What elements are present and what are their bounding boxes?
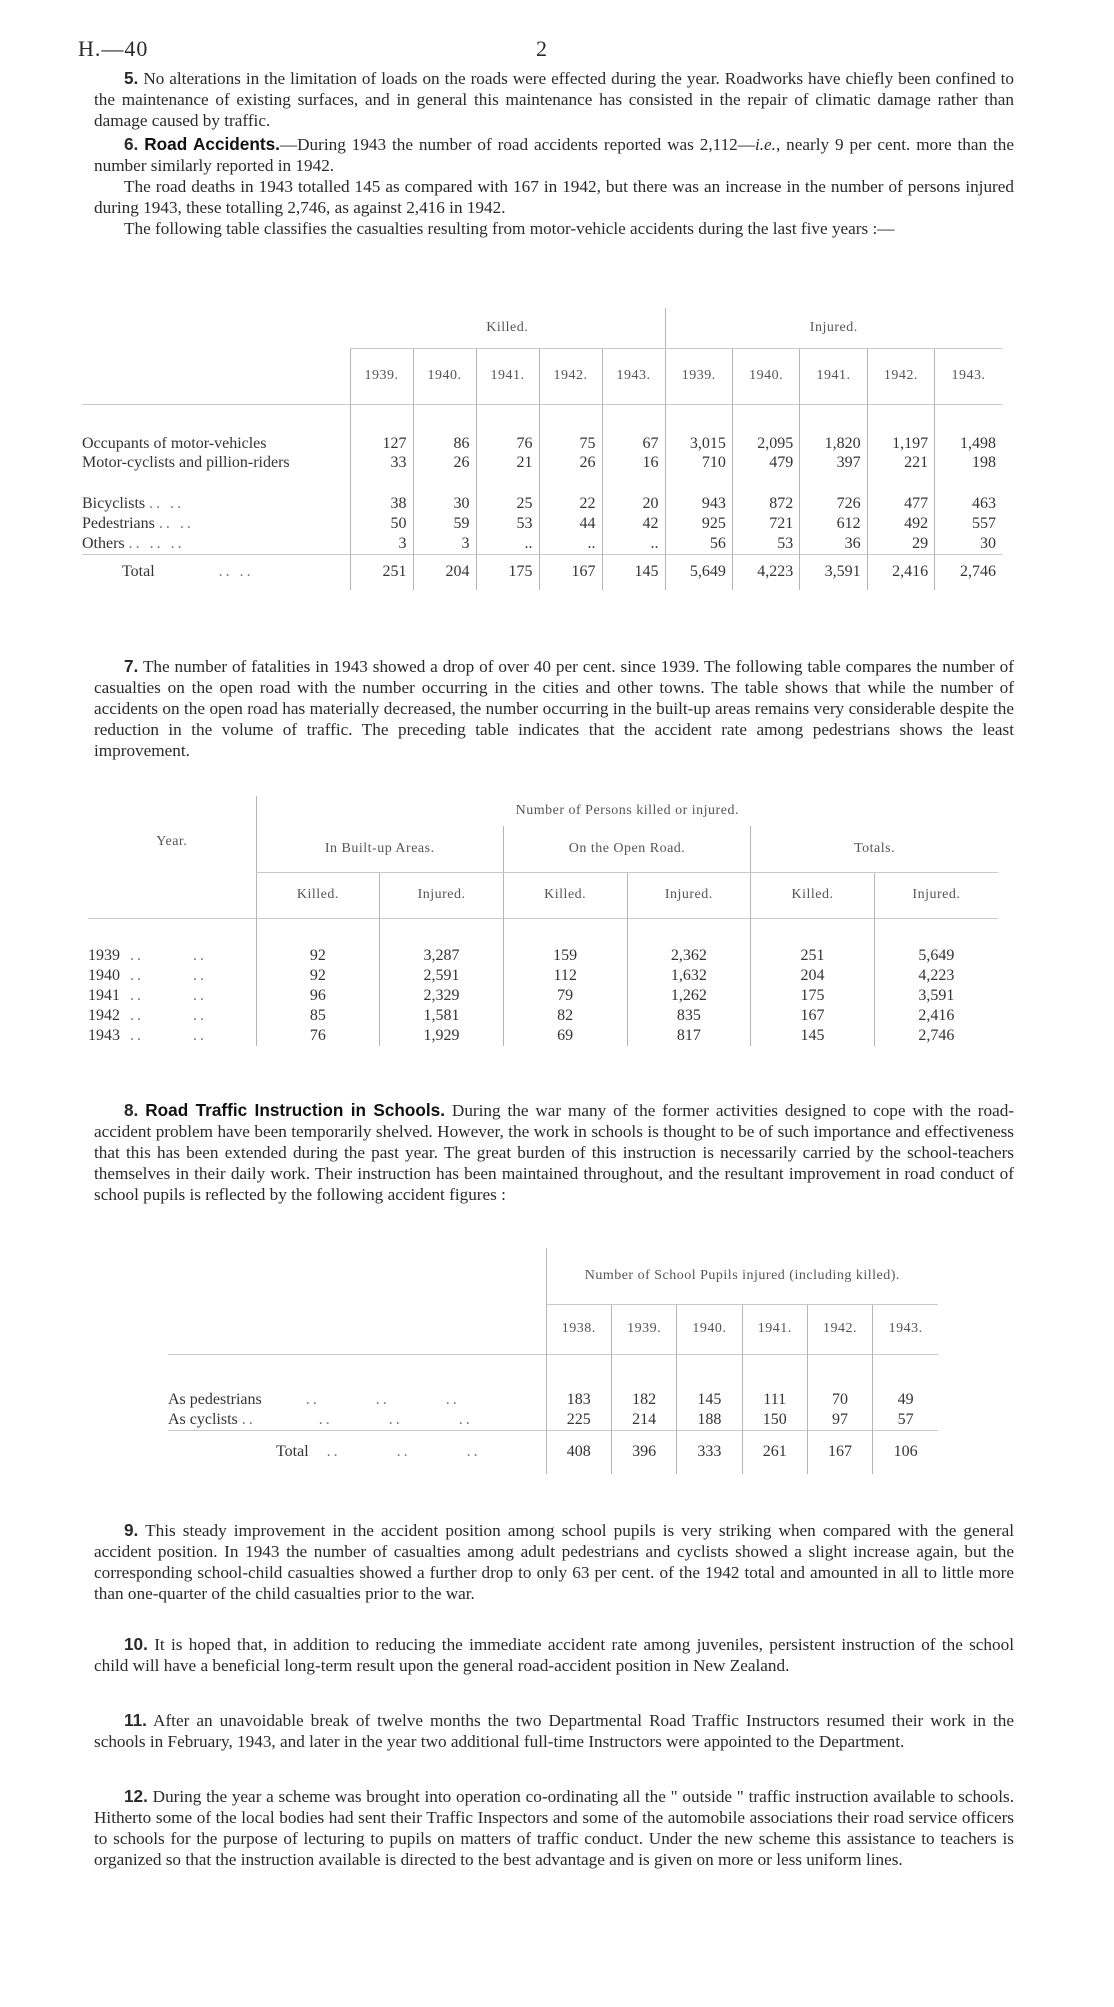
column-group-totals: Totals. xyxy=(751,826,998,872)
paragraph-number: 10. xyxy=(124,1634,148,1654)
table-cell: 76 xyxy=(256,1026,380,1046)
table-cell: 925 xyxy=(665,514,732,534)
table-cell: 3,287 xyxy=(380,946,504,966)
table-cell: 97 xyxy=(807,1410,872,1430)
column-header: 1941. xyxy=(476,348,539,404)
row-label: Total .. .. .. xyxy=(276,1443,481,1461)
paragraph-9 xyxy=(94,1520,1014,1604)
table-cell: 85 xyxy=(256,1006,380,1026)
table-cell: 3,591 xyxy=(800,554,867,590)
table-cell: 397 xyxy=(800,454,867,494)
table-cell: 2,362 xyxy=(627,946,751,966)
table-row xyxy=(168,1390,938,1410)
table-cell: 106 xyxy=(873,1430,938,1474)
paragraph-text: No alterations in the limitation of loads on the roads were effected during the year. Roadworks have chiefly been confined to the maintenance of existing surfaces, and in general this maintenance has consisted in the repair of climatic damage rather than damage caused by traffic. xyxy=(94,69,1014,130)
paragraph-number: 9. xyxy=(124,1520,139,1540)
table-cell: 3,015 xyxy=(665,434,732,454)
table-cell: 44 xyxy=(539,514,602,534)
row-label: Motor-cyclists and pillion-riders xyxy=(82,454,290,471)
paragraph-7 xyxy=(94,656,1014,761)
column-group-header: Number of Persons killed or injured. xyxy=(256,796,998,826)
column-header: 1942. xyxy=(539,348,602,404)
table-cell: 70 xyxy=(807,1390,872,1410)
section-heading: Road Traffic Instruction in Schools. xyxy=(145,1100,445,1120)
table-cell: 30 xyxy=(413,494,476,514)
table-cell: 943 xyxy=(665,494,732,514)
paragraph-text: The number of fatalities in 1943 showed a drop of over 40 per cent. since 1939. The following table compares the number of casualties on the open road with the number occurring in the cities and other towns. The table shows that while the number of accidents on the open road has materially decreased, the number occurring in the built-up areas remains very considerable despite the reduction in the volume of traffic. The preceding table indicates that the accident rate among pedestrians shows the least improvement. xyxy=(94,657,1014,760)
table-cell: 75 xyxy=(539,434,602,454)
table-row xyxy=(88,1006,998,1026)
row-label: Total .. .. xyxy=(122,563,254,581)
row-label: Occupants of motor-vehicles xyxy=(82,435,267,452)
table-cell: 251 xyxy=(751,946,875,966)
table-cell: 710 xyxy=(665,454,732,494)
table-row xyxy=(82,454,1002,494)
table-cell: 2,416 xyxy=(867,554,934,590)
column-header: 1942. xyxy=(867,348,934,404)
table-cell: 5,649 xyxy=(874,946,998,966)
table-cell: 96 xyxy=(256,986,380,1006)
table-cell: 145 xyxy=(751,1026,875,1046)
column-header: Killed. xyxy=(256,872,380,918)
paragraph-number: 12. xyxy=(124,1786,148,1806)
table-cell: 92 xyxy=(256,946,380,966)
column-header: 1940. xyxy=(413,348,476,404)
table-cell: 333 xyxy=(677,1430,742,1474)
table-cell: 3,591 xyxy=(874,986,998,1006)
paragraph-number: 7. xyxy=(124,656,139,676)
table-cell: 557 xyxy=(935,514,1002,534)
table-cell: 59 xyxy=(413,514,476,534)
table-cell: 175 xyxy=(476,554,539,590)
table-cell: 127 xyxy=(350,434,413,454)
table-cell: 1,820 xyxy=(800,434,867,454)
paragraph-text: —During 1943 the number of road accidents reported was 2,112— xyxy=(279,135,755,154)
table-cell: .. xyxy=(539,534,602,554)
total-row xyxy=(82,554,1002,590)
table-cell: 20 xyxy=(602,494,665,514)
table-cell: 3 xyxy=(413,534,476,554)
table-cell: 49 xyxy=(873,1390,938,1410)
table-cell: 2,095 xyxy=(732,434,799,454)
table-row xyxy=(82,514,1002,534)
table-cell: 1,498 xyxy=(935,434,1002,454)
column-header: 1943. xyxy=(935,348,1002,404)
column-header: Year. xyxy=(156,833,188,849)
column-header: 1940. xyxy=(732,348,799,404)
table-cell: 57 xyxy=(873,1410,938,1430)
table-cell: 835 xyxy=(627,1006,751,1026)
table-cell: 50 xyxy=(350,514,413,534)
built-up-vs-open-road-table xyxy=(88,796,998,1046)
page-number: 2 xyxy=(536,36,548,61)
column-header: 1940. xyxy=(677,1304,742,1354)
table-cell: 2,746 xyxy=(874,1026,998,1046)
table-cell: 92 xyxy=(256,966,380,986)
table-cell: 1,197 xyxy=(867,434,934,454)
table-cell: 21 xyxy=(476,454,539,494)
paragraph-number: 8. xyxy=(124,1100,139,1120)
total-row xyxy=(168,1430,938,1474)
table-cell: 4,223 xyxy=(874,966,998,986)
table-cell: 2,329 xyxy=(380,986,504,1006)
table-cell: 25 xyxy=(476,494,539,514)
table-row xyxy=(82,534,1002,554)
column-group-built-up: In Built-up Areas. xyxy=(256,826,503,872)
table-cell: .. xyxy=(602,534,665,554)
column-group-header: Number of School Pupils injured (including killed). xyxy=(546,1248,938,1304)
table-cell: 2,416 xyxy=(874,1006,998,1026)
paragraph-number: 11. xyxy=(124,1710,147,1730)
table-cell: 3 xyxy=(350,534,413,554)
table-cell: 214 xyxy=(611,1410,676,1430)
paragraph-6-3: The following table classifies the casualties resulting from motor-vehicle accidents during the last five years :— xyxy=(124,219,895,238)
row-label: 1943 .. .. xyxy=(88,1027,207,1044)
column-header: 1941. xyxy=(742,1304,807,1354)
table-cell: 1,262 xyxy=(627,986,751,1006)
paragraph-8 xyxy=(94,1100,1014,1205)
table-row xyxy=(168,1410,938,1430)
column-header: 1942. xyxy=(807,1304,872,1354)
table-cell: 612 xyxy=(800,514,867,534)
paragraph-number: 6. xyxy=(124,134,139,154)
table-cell: 56 xyxy=(665,534,732,554)
paragraph-text: This steady improvement in the accident position among school pupils is very striking when compared with the general accident position. In 1943 the number of casualties among adult pedestrians and cyclists showed a slight increase again, but the corresponding school-child casualties showed a further drop to only 63 per cent. of the 1942 total and amounted in all to little more than one-quarter of the child casualties prior to the war. xyxy=(94,1521,1014,1603)
column-group-open-road: On the Open Road. xyxy=(503,826,750,872)
table-cell: 167 xyxy=(807,1430,872,1474)
table-cell: 150 xyxy=(742,1410,807,1430)
table-cell: 225 xyxy=(546,1410,611,1430)
paragraph-text: During the year a scheme was brought into operation co-ordinating all the " outside " traffic instruction available to schools. Hitherto some of the local bodies had sent their Traffic Inspectors and some of the automobile associations their road service officers to schools for the purpose of lecturing to pupils on matters of traffic conduct. Under the new scheme this assistance to teachers is organized so that the instruction available is directed to the best advantage and is given on more or less uniform lines. xyxy=(94,1787,1014,1869)
table-row xyxy=(88,1026,998,1046)
table-cell: 82 xyxy=(503,1006,627,1026)
paragraph-text: After an unavoidable break of twelve months the two Departmental Road Traffic Instructors resumed their work in the schools in February, 1943, and later in the year two additional full-time Instructors were appointed to the Department. xyxy=(94,1711,1014,1751)
table-cell: 726 xyxy=(800,494,867,514)
table-cell: 79 xyxy=(503,986,627,1006)
table-cell: 251 xyxy=(350,554,413,590)
table-cell: 22 xyxy=(539,494,602,514)
table-cell: 26 xyxy=(539,454,602,494)
row-label: Bicyclists .. .. xyxy=(82,495,185,512)
column-header: 1939. xyxy=(611,1304,676,1354)
table-row xyxy=(82,494,1002,514)
paragraph-11 xyxy=(94,1710,1014,1752)
abbreviation: i.e. xyxy=(754,135,776,154)
column-header: 1939. xyxy=(350,348,413,404)
table-cell: 36 xyxy=(800,534,867,554)
table-cell: 188 xyxy=(677,1410,742,1430)
table-cell: 159 xyxy=(503,946,627,966)
table-cell: 167 xyxy=(539,554,602,590)
row-label: Pedestrians .. .. xyxy=(82,515,194,532)
paragraph-5 xyxy=(94,68,1014,131)
column-header: 1943. xyxy=(602,348,665,404)
column-header: Injured. xyxy=(380,872,504,918)
table-cell: 221 xyxy=(867,454,934,494)
table-cell: 4,223 xyxy=(732,554,799,590)
table-cell: 204 xyxy=(413,554,476,590)
table-cell: 145 xyxy=(677,1390,742,1410)
paragraph-12 xyxy=(94,1786,1014,1870)
row-label: 1940 .. .. xyxy=(88,967,207,984)
column-header: Killed. xyxy=(751,872,875,918)
table-cell: 817 xyxy=(627,1026,751,1046)
table-cell: 29 xyxy=(867,534,934,554)
table-cell: 479 xyxy=(732,454,799,494)
table-cell: 38 xyxy=(350,494,413,514)
table-cell: 463 xyxy=(935,494,1002,514)
table-cell: 111 xyxy=(742,1390,807,1410)
table-cell: 26 xyxy=(413,454,476,494)
column-group-injured: Injured. xyxy=(665,308,1002,348)
table-cell: 492 xyxy=(867,514,934,534)
table-cell: 2,746 xyxy=(935,554,1002,590)
column-header: Injured. xyxy=(874,872,998,918)
section-heading: Road Accidents. xyxy=(144,134,280,154)
paragraph-text: It is hoped that, in addition to reducing the immediate accident rate among juveniles, persistent instruction of the school child will have a beneficial long-term result upon the general road-accident position in New Zealand. xyxy=(94,1635,1014,1675)
table-cell: 721 xyxy=(732,514,799,534)
table-cell: 33 xyxy=(350,454,413,494)
row-label: 1941 .. .. xyxy=(88,987,207,1004)
table-cell: 204 xyxy=(751,966,875,986)
table-cell: 112 xyxy=(503,966,627,986)
table-cell: 872 xyxy=(732,494,799,514)
column-header: Injured. xyxy=(627,872,751,918)
table-cell: 42 xyxy=(602,514,665,534)
table-cell: 182 xyxy=(611,1390,676,1410)
table-cell: 408 xyxy=(546,1430,611,1474)
table-cell: 53 xyxy=(476,514,539,534)
column-header: 1938. xyxy=(546,1304,611,1354)
document-reference: H.—40 xyxy=(78,36,149,61)
row-label: As pedestrians .. .. .. xyxy=(168,1391,460,1408)
row-label: As cyclists .. .. .. .. xyxy=(168,1410,473,1428)
table-cell: 167 xyxy=(751,1006,875,1026)
table-cell: 198 xyxy=(935,454,1002,494)
school-pupils-table xyxy=(168,1248,938,1474)
row-label: 1942 .. .. xyxy=(88,1007,207,1024)
table-cell: 69 xyxy=(503,1026,627,1046)
table-cell: 2,591 xyxy=(380,966,504,986)
table-row xyxy=(82,434,1002,454)
column-header: 1943. xyxy=(873,1304,938,1354)
table-cell: 175 xyxy=(751,986,875,1006)
table-cell: .. xyxy=(476,534,539,554)
column-header: 1941. xyxy=(800,348,867,404)
table-cell: 261 xyxy=(742,1430,807,1474)
table-row xyxy=(88,946,998,966)
table-cell: 30 xyxy=(935,534,1002,554)
paragraph-number: 5. xyxy=(124,68,139,88)
table-cell: 76 xyxy=(476,434,539,454)
row-label: 1939 .. .. xyxy=(88,947,207,964)
table-cell: 145 xyxy=(602,554,665,590)
table-cell: 396 xyxy=(611,1430,676,1474)
column-group-killed: Killed. xyxy=(350,308,665,348)
table-cell: 67 xyxy=(602,434,665,454)
table-cell: 477 xyxy=(867,494,934,514)
table-cell: 1,581 xyxy=(380,1006,504,1026)
table-cell: 183 xyxy=(546,1390,611,1410)
table-row xyxy=(88,986,998,1006)
table-cell: 16 xyxy=(602,454,665,494)
paragraph-6 xyxy=(94,134,1014,176)
column-header: 1939. xyxy=(665,348,732,404)
table-row xyxy=(88,966,998,986)
table-cell: 1,929 xyxy=(380,1026,504,1046)
paragraph-6-2: The road deaths in 1943 totalled 145 as compared with 167 in 1942, but there was an increase in the number of persons injured during 1943, these totalling 2,746, as against 2,416 in 1942. xyxy=(94,177,1014,217)
paragraph-10 xyxy=(94,1634,1014,1676)
table-cell: 53 xyxy=(732,534,799,554)
row-label: Others .. .. .. xyxy=(82,534,185,552)
paragraph-text: , nearly 9 per cent. more than the number similarly reported in 1942. xyxy=(94,135,1015,175)
paragraph-text: During the war many of the former activities designed to cope with the road-accident problem have been temporarily shelved. However, the work in schools is thought to be of such importance and effectiveness that this has been extended during the past year. The great burden of this instruction is necessarily carried by the school-teachers themselves in their daily work. Their instruction has been maintained throughout, and the resultant improvement in road conduct of school pupils is reflected by the following accident figures : xyxy=(94,1101,1015,1204)
table-cell: 86 xyxy=(413,434,476,454)
casualties-table xyxy=(82,308,1002,590)
table-cell: 5,649 xyxy=(665,554,732,590)
column-header: Killed. xyxy=(503,872,627,918)
table-cell: 1,632 xyxy=(627,966,751,986)
